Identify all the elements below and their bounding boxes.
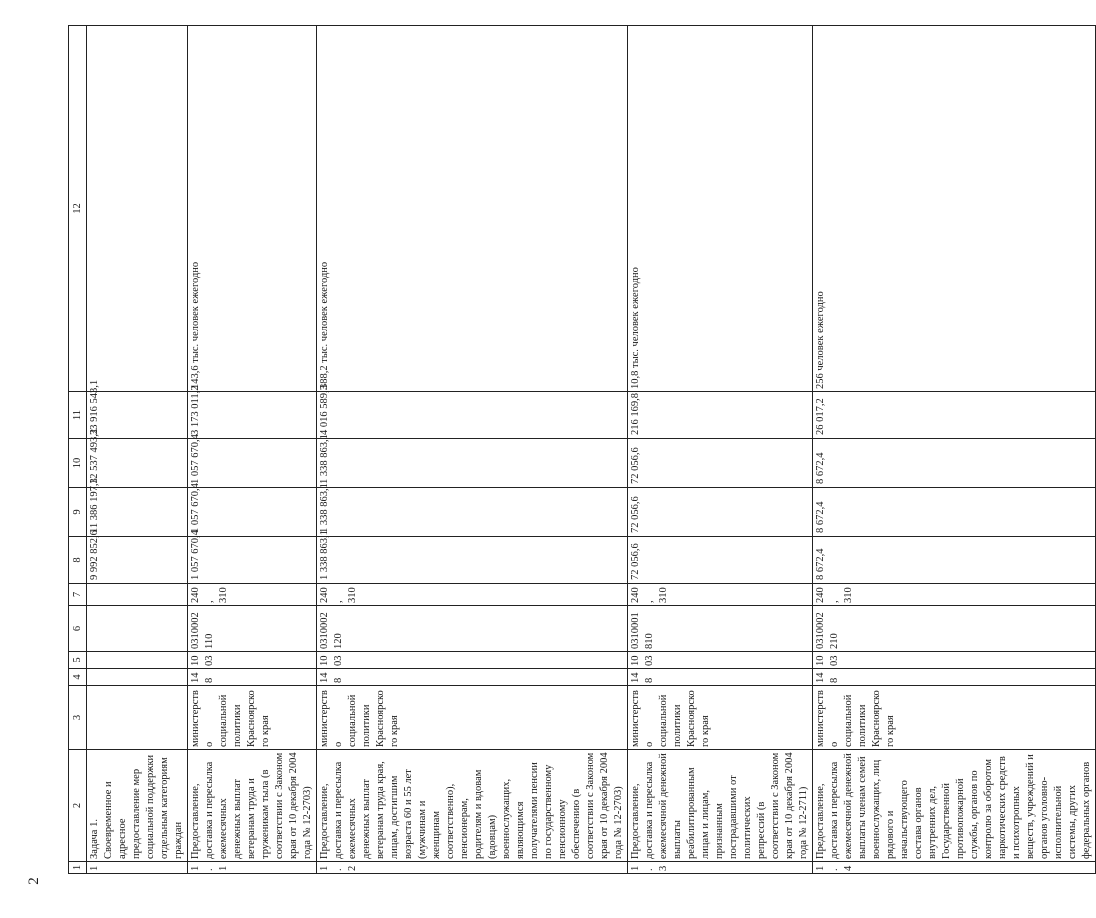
csr-code: 0310002110: [188, 606, 317, 652]
table-row: [628, 26, 813, 874]
table-row: [813, 26, 1096, 874]
responsible-agency: министерство социальной политики Красноярского края: [317, 686, 628, 750]
table-row: [317, 26, 628, 874]
grbs-code: 148: [317, 669, 628, 686]
expected-result: 388,2 тыс. человек ежегодно: [317, 26, 628, 392]
csr-code: 0310002210: [813, 606, 1096, 652]
amount-total: 4 016 589,3: [317, 392, 628, 439]
rzpr-code: 1003: [188, 652, 317, 669]
grbs-code: 148: [813, 669, 1096, 686]
column-number: 3: [69, 686, 87, 750]
table-row: [188, 26, 317, 874]
amount-total: 26 017,2: [813, 392, 1096, 439]
vr-code: 240, 310: [813, 584, 1096, 606]
csr-code: 0310001810: [628, 606, 813, 652]
rzpr-code: [87, 652, 188, 669]
amount-year-1: 8 672,4: [813, 537, 1096, 584]
program-activities-table: [68, 25, 1096, 874]
table-row: [87, 26, 188, 874]
csr-code: [87, 606, 188, 652]
responsible-agency: [87, 686, 188, 750]
column-number: 1: [69, 862, 87, 874]
amount-year-3: 8 672,4: [813, 439, 1096, 488]
activity-name: Предоставление, доставка и пересылка ежемесячной денежной выплаты членам семей военнослужащих, лиц рядового и начальствующего состава органов внутренних дел, Государственной противопожарной службы, органов по контролю за оборотом наркотических средств и психотропных веществ, учреждений и органов уголовно-исполнительной системы, других федеральных органов: [813, 750, 1096, 862]
responsible-agency: министерство социальной политики Красноярского края: [628, 686, 813, 750]
amount-year-1: 9 992 852,6: [87, 537, 188, 584]
vr-code: 240, 310: [628, 584, 813, 606]
expected-result: 143,6 тыс. человек ежегодно: [188, 26, 317, 392]
amount-year-2: 1 338 863,1: [317, 488, 628, 537]
column-number: 7: [69, 584, 87, 606]
rzpr-code: 1003: [628, 652, 813, 669]
responsible-agency: министерство социальной политики Красноярского края: [813, 686, 1096, 750]
amount-year-2: 11 386 197,3: [87, 488, 188, 537]
row-number: 1.4: [813, 862, 1096, 874]
column-number: 11: [69, 392, 87, 439]
expected-result: 256 человек ежегодно: [813, 26, 1096, 392]
rzpr-code: 1003: [813, 652, 1096, 669]
column-number: 6: [69, 606, 87, 652]
activity-name: Предоставление, доставка и пересылка ежемесячной денежной выплаты реабилитированным лицам и лицам, признанным пострадавшими от политических репрессий (в соответствии с Законом края от 10 декабря 2004 года № 12-2711): [628, 750, 813, 862]
amount-year-2: 1 057 670,4: [188, 488, 317, 537]
activity-name: Задача 1. Своевременное и адресное предоставление мер социальной поддержки отдельным категориям граждан: [87, 750, 188, 862]
row-number: 1.3: [628, 862, 813, 874]
expected-result: [87, 26, 188, 392]
amount-year-3: 12 537 493,2: [87, 439, 188, 488]
column-number: 4: [69, 669, 87, 686]
amount-year-3: 1 338 863,1: [317, 439, 628, 488]
row-number: 1.1: [188, 862, 317, 874]
vr-code: [87, 584, 188, 606]
vr-code: 240, 310: [188, 584, 317, 606]
column-number: 10: [69, 439, 87, 488]
amount-year-1: 1 057 670,4: [188, 537, 317, 584]
grbs-code: 148: [628, 669, 813, 686]
rzpr-code: 1003: [317, 652, 628, 669]
column-number: 12: [69, 26, 87, 392]
column-number: 2: [69, 750, 87, 862]
amount-year-2: 72 056,6: [628, 488, 813, 537]
grbs-code: 148: [188, 669, 317, 686]
page-number: 2: [26, 877, 42, 885]
amount-year-1: 1 338 863,1: [317, 537, 628, 584]
amount-year-1: 72 056,6: [628, 537, 813, 584]
grbs-code: [87, 669, 188, 686]
column-number: 5: [69, 652, 87, 669]
activity-name: Предоставление, доставка и пересылка ежемесячных денежных выплат ветеранам труда края, лицам, достигшим возраста 60 и 55 лет (мужчинам и женщинам соответственно), пенсионерам, родителям и вдовам (вдовцам) военнослужащих, являющимся получателями пенсии по государственному пенсионному обеспечению (в соответствии с Законом края от 10 декабря 2004 года № 12-2703): [317, 750, 628, 862]
rotated-table-stage: [68, 36, 1092, 874]
amount-year-2: 8 672,4: [813, 488, 1096, 537]
amount-total: 3 173 011,2: [188, 392, 317, 439]
expected-result: 10,8 тыс. человек ежегодно: [628, 26, 813, 392]
column-number: 8: [69, 537, 87, 584]
amount-year-3: 72 056,6: [628, 439, 813, 488]
responsible-agency: министерство социальной политики Красноярского края: [188, 686, 317, 750]
vr-code: 240, 310: [317, 584, 628, 606]
amount-total: 216 169,8: [628, 392, 813, 439]
amount-year-3: 1 057 670,4: [188, 439, 317, 488]
row-number: 1: [87, 862, 188, 874]
column-number: 9: [69, 488, 87, 537]
csr-code: 0310002120: [317, 606, 628, 652]
row-number: 1.2: [317, 862, 628, 874]
activity-name: Предоставление, доставка и пересылка ежемесячных денежных выплат ветеранам труда и труженикам тыла (в соответствии с Законом края от 10 декабря 2004 года № 12-2703): [188, 750, 317, 862]
column-numbers-row: [69, 26, 87, 874]
amount-total: 33 916 543,1: [87, 392, 188, 439]
